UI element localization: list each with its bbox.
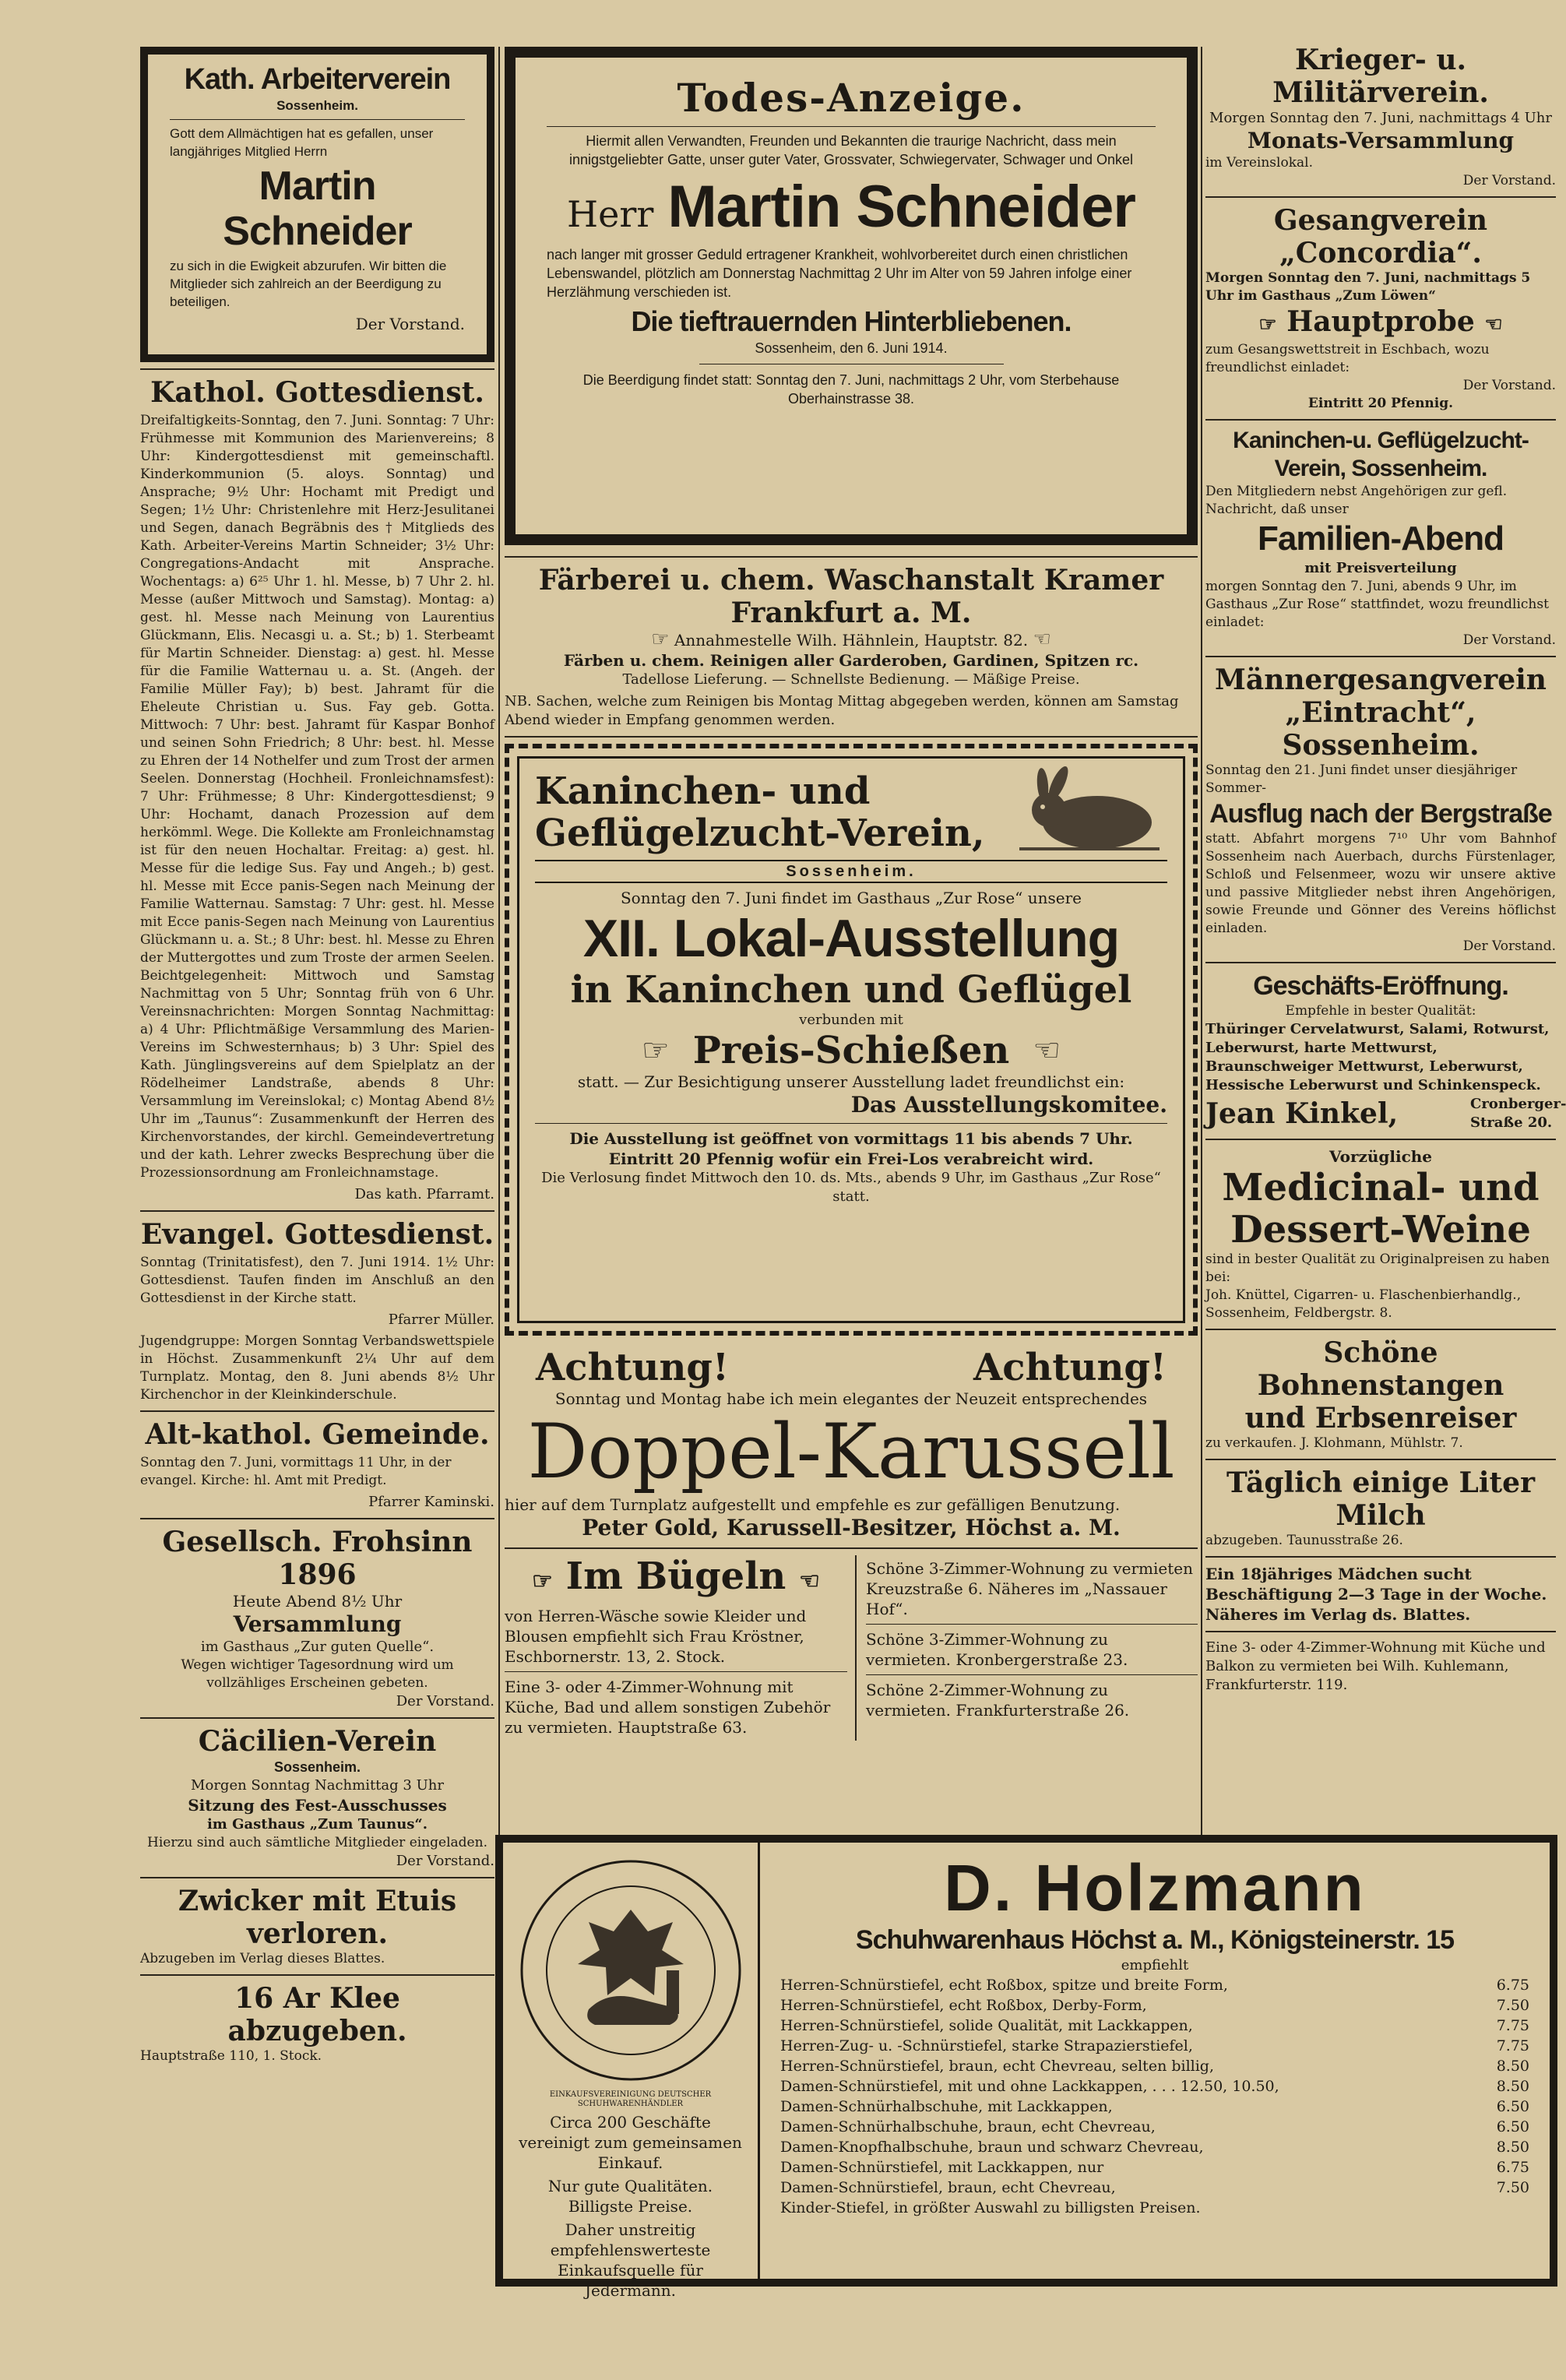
caecilien-note: Hierzu sind auch sämtliche Mitglieder eingeladen. — [147, 1835, 487, 1850]
kaninchen-statt: statt. — Zur Besichtigung unserer Ausstellung ladet freundlichst ein: — [577, 1072, 1125, 1091]
buegeln-title: Im Bügeln — [565, 1554, 787, 1598]
klee-line: Hauptstraße 110, 1. Stock. — [140, 2048, 322, 2064]
holzmann-left — [503, 1843, 760, 2300]
faerberei-line4: NB. Sachen, welche zum Reinigen bis Montag Mittag abgegeben werden, können am Samstag Abend wieder in Empfang genommen werden. — [505, 693, 1179, 728]
evang-signature: Pfarrer Müller. — [388, 1311, 494, 1328]
faerberei-line1: Annahmestelle Wilh. Hähnlein, Hauptstr. 82. — [674, 631, 1029, 650]
price-row — [780, 2178, 1529, 2198]
price-item-text: Herren-Schnürstiefel, echt Roßbox, Derby-Form, — [780, 1997, 1147, 2014]
hand-pointing-right-icon: ☞ — [641, 1033, 670, 1069]
frohsinn-note: Wegen wichtiger Tagesordnung wird um vollzähliges Erscheinen gebeten. — [181, 1657, 454, 1691]
concordia-title: Gesangverein „Concordia“. — [1273, 204, 1488, 269]
achtung-2: Achtung! — [973, 1346, 1167, 1389]
frohsinn-signature: Der Vorstand. — [396, 1693, 494, 1709]
todes-anzeige — [505, 47, 1198, 545]
todes-herr: Herr — [567, 193, 654, 235]
concordia-eintritt: Eintritt 20 Pfennig. — [1307, 396, 1454, 411]
price-row — [780, 2076, 1529, 2097]
hand-pointing-right-icon: ☞ — [1258, 313, 1277, 336]
todes-title: Todes-Anzeige. — [677, 75, 1026, 121]
faerberei-line3: Tadellose Lieferung. — Schnellste Bedienung. — Mäßige Preise. — [622, 671, 1080, 688]
geschaeft-title: Geschäfts-Eröffnung. — [1253, 971, 1508, 1001]
pfarramt-signature: Das kath. Pfarramt. — [354, 1186, 494, 1202]
price-item-value: 8.50 — [1496, 2078, 1529, 2095]
notice-title: Kath. Arbeiterverein — [184, 63, 451, 96]
eintracht-ausflug: Ausflug nach der Bergstraße — [1209, 799, 1552, 829]
price-item-text: Damen-Schnürstiefel, braun, echt Chevreau, — [780, 2179, 1116, 2196]
kaninchen-verlosung: Die Verlosung findet Mittwoch den 10. ds. Mts., abends 9 Uhr, im Gasthaus „Zur Rose“ statt. — [541, 1170, 1161, 1205]
price-list — [780, 1975, 1529, 2218]
weine-text: sind in bester Qualität zu Originalpreisen zu haben bei: — [1205, 1252, 1550, 1285]
kath-gottesdienst-body: Dreifaltigkeits-Sonntag, den 7. Juni. Sonntag: 7 Uhr: Frühmesse mit Kommunion des Marienvereins; 8 Uhr: Kindergottesdienst mit gemeinschaftl. Kinderkommunion (5. aloys. Sonntag) und Ansprache; 9½ Uhr: Hochamt mit Predigt und Segen; 1½ Uhr: Christenlehre mit Herz-Jesulitanei und Segen, danach Begräbnis des † Mitglieds des Kath. Arbeiter-Vereins Martin Schneider; 3½ Uhr: Congregations-Andacht mit Ansprache. Wochentags: a) 6²⁵ Uhr 1. hl. Messe, b) 7 Uhr 2. hl. Messe (außer Mittwoch und Samstag). Montag: a) gest. hl. Messe nach Meinung von Laurentius Glückmann, Elis. Necasgi u. a. St.; b) 1. Sterbeamt für Martin Schneider. Dienstag: a) gest. hl. Messe für die Familie Watternau u. a. St. (Angeh. der Familie Müller Fay); b) best. Jahramt für die Eheleute Christian u. Sus. Fay geb. Gotta. Mittwoch: 7 Uhr: best. Jahramt für Kaspar Bonhof und seinen Sohn Friedrich; 8 Uhr: best. hl. Messe zu Ehren der 14 Nothelfer und zum Trost der armen Seelen. Donnerstag (Hochheil. Fronleichnamsfest): 7 Uhr: Frühmesse; 8 Uhr: Kindergottesdienst; 9 Uhr: Hochamt, danach Prozession auf dem herkömml. Wege. Die Kollekte am Fronleichnamstag ist für den neuen Hochaltar. Freitag: a) gest. hl. Messe für die ledige Sus. Fay und Angeh.; b) gest. hl. Messe mit Ecce panis-Segen nach Meinung der Familie Watternau. Samstag: 7 Uhr: gest. hl. Messe mit Ecce panis-Segen nach Meinung von Laurentius Glückmann u. a. St.; 8 Uhr: best. hl. Messe zu Ehren der Muttergottes und zum Troste der armen Seelen. Beichtgelegenheit: Mittwoch und Samstag Nachmittag von 5 Uhr; Sonntag früh von 6 Uhr. Vereinsnachrichten: Morgen Sonntag Nachmittag: a) 4 Uhr: Pflichtmäßige Versammlung des Marien-Vereins im Schwesternhaus; b) 3 Uhr: Spiel des Kath. Jünglingsvereins auf dem Spielplatz an der Rödelheimer Landstraße, abends 8 Uhr: Versammlung im Vereinslokal; c) Montag Abend 8½ Uhr im „Taunus“: Zusammenkunft der Herren des Kirchenvorstandes, der kirchl. Gemeindevertretung und der kath. Lehrer zwecks Besprechung über die Prozessionsordnung am Fronleichnamstage. — [140, 413, 494, 1181]
geschaeft-text: Empfehle in bester Qualität: — [1285, 1003, 1476, 1019]
price-item-text: Damen-Schnürhalbschuhe, braun, echt Chevreau, — [780, 2118, 1156, 2135]
kaninchen2-signature: Der Vorstand. — [1462, 632, 1556, 648]
holzmann-ad — [495, 1835, 1557, 2300]
klee-title: 16 Ar Klee abzugeben. — [227, 1982, 407, 2047]
price-item-text: Herren-Schnürstiefel, solide Qualität, mit Lackkappen, — [780, 2017, 1193, 2034]
weine-medicinal: Medicinal- und — [1222, 1166, 1540, 1209]
small-ads-right — [857, 1555, 1198, 1741]
hand-pointing-right-icon: ☞ — [532, 1568, 553, 1595]
faerberei-line2: Färben u. chem. Reinigen aller Garderoben, Gardinen, Spitzen rc. — [563, 651, 1139, 670]
kath-gottesdienst-title: Kathol. Gottesdienst. — [150, 376, 484, 409]
price-row — [780, 2056, 1529, 2076]
krieger-signature: Der Vorstand. — [1462, 173, 1556, 188]
price-item-text: Kinder-Stiefel, in größter Auswahl zu billigsten Preisen. — [780, 2199, 1201, 2216]
krieger-versammlung: Monats-Versammlung — [1247, 128, 1515, 153]
concordia-hauptprobe-row — [1205, 305, 1556, 341]
bohnen-title-1: Schöne Bohnenstangen — [1257, 1336, 1504, 1402]
concordia-signature: Der Vorstand. — [1462, 378, 1556, 393]
deceased-name: Martin Schneider — [223, 164, 412, 254]
holzmann-subtitle: Schuhwarenhaus Höchst a. M., Königsteinerstr. 15 — [855, 1925, 1455, 1955]
price-item-value: 6.75 — [1496, 2159, 1529, 2176]
wohnung-ad-4: Schöne 2-Zimmer-Wohnung zu vermieten. Frankfurterstraße 26. — [866, 1681, 1130, 1720]
kaninchen-open: Die Ausstellung ist geöffnet von vormittags 11 bis abends 7 Uhr. — [569, 1129, 1133, 1148]
column-left — [140, 47, 494, 2065]
price-item-value: 6.50 — [1496, 2098, 1529, 2115]
wohnung-ad-2: Schöne 3-Zimmer-Wohnung zu vermieten Kreuzstraße 6. Näheres im „Nassauer Hof“. — [866, 1559, 1194, 1618]
buegeln-text: von Herren-Wäsche sowie Kleider und Blousen empfiehlt sich Frau Kröstner, Eschbornerstr. 13, 2. Stock. — [505, 1607, 807, 1666]
price-item-value: 8.50 — [1496, 2058, 1529, 2075]
altkath-signature: Pfarrer Kaminski. — [368, 1494, 494, 1510]
evang-body: Sonntag (Trinitatisfest), den 7. Juni 1914. 1½ Uhr: Gottesdienst. Taufen finden im Anschluß an den Gottesdienst in der Kirche statt. — [140, 1255, 494, 1306]
eintracht-title-2: „Eintracht“, Sossenheim. — [1282, 696, 1480, 762]
altkath-title: Alt-kathol. Gemeinde. — [145, 1418, 490, 1451]
todes-signature: Die tieftrauernden Hinterbliebenen. — [631, 305, 1072, 337]
kaninchen2-title: Kaninchen-u. Geflügelzucht-Verein, Sossenheim. — [1233, 428, 1529, 481]
price-item-text: Herren-Schnürstiefel, braun, echt Chevreau, selten billig, — [780, 2058, 1215, 2075]
price-item-text: Damen-Schnürstiefel, mit und ohne Lackkappen, . . . 12.50, 10.50, — [780, 2078, 1279, 2095]
notice-place: Sossenheim. — [276, 98, 358, 113]
caecilien-title: Cäcilien-Verein — [198, 1725, 437, 1758]
price-item-value: 7.75 — [1496, 2037, 1529, 2054]
bohnen-title-2: und Erbsenreiser — [1244, 1402, 1517, 1435]
price-item-value: 7.50 — [1496, 2179, 1529, 2196]
caecilien-time: Morgen Sonntag Nachmittag 3 Uhr — [191, 1777, 444, 1794]
kaninchen-place: Sossenheim. — [535, 860, 1167, 883]
karussell-signature: Peter Gold, Karussell-Besitzer, Höchst a. M. — [582, 1515, 1121, 1540]
weine-dealer: Joh. Knüttel, Cigarren- u. Flaschenbierhandlg., Sossenheim, Feldbergstr. 8. — [1205, 1287, 1522, 1321]
frohsinn-place: im Gasthaus „Zur guten Quelle“. — [200, 1639, 435, 1655]
geschaeft-products: Thüringer Cervelatwurst, Salami, Rotwurst, Leberwurst, harte Mettwurst, Braunschweiger Mettwurst, Leberwurst, Hessische Leberwurst und Schinkenspeck. — [1205, 1021, 1550, 1093]
kaninchen-ad — [505, 744, 1198, 1336]
wohnung-ad-1: Eine 3- oder 4-Zimmer-Wohnung mit Küche, Bad und allem sonstigen Zubehör zu vermieten. Hauptstraße 63. — [505, 1678, 831, 1737]
evang-body-2: Jugendgruppe: Morgen Sonntag Verbandswettspiele in Höchst. Zusammenkunft 2¼ Uhr auf dem Turnplatz. Montag, den 8. Juni abends 8½ Uhr Kirchenchor in der Kleinkinderschule. — [140, 1333, 494, 1403]
karussell-title: Doppel-Karussell — [527, 1408, 1175, 1495]
milch-line: abzugeben. Taunusstraße 26. — [1205, 1533, 1403, 1548]
seal-eagle-shoe-icon — [514, 1854, 748, 2087]
wohnung-ad-3: Schöne 3-Zimmer-Wohnung zu vermieten. Kronbergerstraße 23. — [866, 1630, 1128, 1669]
kaninchen-title-1: Kaninchen- und — [535, 769, 871, 813]
todes-text: Hiermit allen Verwandten, Freunden und Bekannten die traurige Nachricht, dass mein innigstgeliebter Gatte, unser guter Vater, Grossvater, Schwiegervater, Schwager und Onkel — [568, 133, 1134, 167]
caecilien-place: Sossenheim. — [273, 1759, 361, 1775]
kaninchen-preisschiessen: Preis-Schießen — [692, 1029, 1010, 1072]
evang-title: Evangel. Gottesdienst. — [140, 1218, 494, 1251]
holzmann-title: D. Holzmann — [944, 1851, 1366, 1924]
eintracht-text: Sonntag den 21. Juni findet unser diesjähriger Sommer- — [1205, 762, 1518, 796]
frohsinn-time: Heute Abend 8½ Uhr — [232, 1592, 403, 1611]
hand-pointing-left-icon: ☜ — [1033, 1033, 1061, 1069]
small-ads-left — [505, 1555, 857, 1741]
price-item-text: Damen-Schnürstiefel, mit Lackkappen, nur — [780, 2159, 1104, 2176]
faerberei-title: Färberei u. chem. Waschanstalt Kramer Frankfurt a. M. — [538, 564, 1164, 629]
todes-date: Sossenheim, den 6. Juni 1914. — [755, 340, 948, 356]
rabbit-icon — [1012, 769, 1167, 855]
price-row — [780, 1995, 1529, 2016]
price-item-value: 7.50 — [1496, 1997, 1529, 2014]
price-row — [780, 2198, 1529, 2218]
kaninchen2-text: Den Mitgliedern nebst Angehörigen zur gefl. Nachricht, daß unser — [1205, 484, 1508, 517]
weine-vorzuegliche: Vorzügliche — [1328, 1147, 1433, 1166]
frohsinn-versammlung: Versammlung — [233, 1611, 402, 1637]
price-item-text: Herren-Zug- u. -Schnürstiefel, starke Strapazierstiefel, — [780, 2037, 1193, 2054]
concordia-time: Morgen Sonntag den 7. Juni, nachmittags 5 Uhr im Gasthaus „Zum Löwen“ — [1205, 270, 1531, 304]
notice-signature: Der Vorstand. — [355, 315, 465, 333]
kaninchen-komitee: Das Ausstellungskomitee. — [850, 1092, 1167, 1118]
kaninchen-subtitle: in Kaninchen und Geflügel — [570, 968, 1132, 1012]
holzmann-left-text-2: Nur gute Qualitäten. Billigste Preise. — [547, 2177, 713, 2216]
geschaeft-address: Cronberger-Straße 20. — [1470, 1096, 1566, 1131]
col3-wohnung-ad: Eine 3- oder 4-Zimmer-Wohnung mit Küche und Balkon zu vermieten bei Wilh. Kuhlemann, Frankfurterstr. 119. — [1205, 1639, 1546, 1693]
holzmann-left-text-3: Daher unstreitig empfehlenswerteste Einkaufsquelle für Jedermann. — [550, 2220, 711, 2300]
kaninchen2-time: morgen Sonntag den 7. Juni, abends 9 Uhr, im Gasthaus „Zur Rose“ stattfindet, wozu freundlichst einladet: — [1205, 579, 1549, 630]
eintracht-text-2: statt. Abfahrt morgens 7¹⁰ Uhr vom Bahnhof Sossenheim nach Auerbach, durchs Fürstenlager, Schloß und Felsenmeer, wozu wir unsere aktive und passive Mitglieder nebst ihren Angehörigen, sowie Freunde und Gönner des Vereins höflichst einladen. — [1205, 831, 1556, 936]
buegeln-title-row — [505, 1555, 847, 1603]
eintracht-signature: Der Vorstand. — [1462, 938, 1556, 954]
price-item-value: 8.50 — [1496, 2139, 1529, 2156]
price-item-text: Damen-Schnürhalbschuhe, mit Lackkappen, — [780, 2098, 1113, 2115]
achtung-1: Achtung! — [536, 1346, 729, 1389]
karussell-line2: hier auf dem Turnplatz aufgestellt und empfehle es zur gefälligen Benutzung. — [505, 1495, 1121, 1514]
price-row — [780, 2137, 1529, 2157]
todes-name: Martin Schneider — [667, 174, 1135, 240]
faerberei-line1-row — [505, 629, 1198, 650]
holzmann-empfiehlt: empfiehlt — [1121, 1957, 1189, 1973]
geschaeft-name: Jean Kinkel, — [1205, 1097, 1399, 1130]
maedchen-ad: Ein 18jähriges Mädchen sucht Beschäftigung 2—3 Tage in der Woche. Näheres im Verlag ds. Blattes. — [1205, 1565, 1547, 1624]
karussell-line1: Sonntag und Montag habe ich mein elegantes der Neuzeit entsprechendes — [554, 1389, 1148, 1408]
kaninchen-intro: Sonntag den 7. Juni findet im Gasthaus „Zur Rose“ unsere — [620, 889, 1082, 907]
price-item-value: 6.75 — [1496, 1977, 1529, 1994]
hand-pointing-left-icon: ☜ — [799, 1568, 820, 1595]
price-row — [780, 2036, 1529, 2056]
price-item-text: Damen-Knopfhalbschuhe, braun und schwarz Chevreau, — [780, 2139, 1204, 2156]
caecilien-gasthaus: im Gasthaus „Zum Taunus“. — [206, 1816, 428, 1833]
krieger-time: Morgen Sonntag den 7. Juni, nachmittags 4 Uhr — [1209, 110, 1552, 126]
column-rule-2 — [1201, 47, 1202, 1838]
notice-text: Gott dem Allmächtigen hat es gefallen, unser langjähriges Mitglied Herrn — [170, 126, 434, 159]
price-item-value: 7.75 — [1496, 2017, 1529, 2034]
zwicker-line: Abzugeben im Verlag dieses Blattes. — [140, 1951, 385, 1966]
frohsinn-title: Gesellsch. Frohsinn 1896 — [162, 1526, 473, 1591]
price-item-text: Herren-Schnürstiefel, echt Roßbox, spitze und breite Form, — [780, 1977, 1228, 1994]
price-item-value — [1475, 2198, 1529, 2218]
weine-dessert: Dessert-Weine — [1230, 1208, 1531, 1252]
hand-pointing-left-icon: ☜ — [1484, 313, 1503, 336]
arbeiterverein-notice — [140, 47, 494, 362]
zwicker-title: Zwicker mit Etuis verloren. — [178, 1885, 457, 1950]
price-row — [780, 2097, 1529, 2117]
column-right — [1205, 44, 1566, 1695]
notice-text-2: zu sich in die Ewigkeit abzurufen. Wir bitten die Mitglieder sich zahlreich an der Beerdigung zu beteiligen. — [170, 259, 447, 309]
concordia-hauptprobe: Hauptprobe — [1286, 305, 1475, 338]
caecilien-signature: Der Vorstand. — [396, 1853, 494, 1869]
todes-text-2: nach langer mit grosser Geduld ertragener Krankheit, wohlvorbereitet durch einen christlichen Lebenswandel, plötzlich am Donnerstag Nachmittag 2 Uhr im Alter von 59 Jahren infolge einer Herzlähmung verschieden ist. — [547, 247, 1132, 300]
kaninchen-ausstellung: XII. Lokal-Ausstellung — [582, 909, 1120, 968]
price-row — [780, 2016, 1529, 2036]
krieger-place: im Vereinslokal. — [1205, 155, 1313, 171]
eintracht-title-1: Männergesangverein — [1215, 664, 1547, 696]
kaninchen2-preisverteilung: mit Preisverteilung — [1304, 560, 1457, 576]
hand-pointing-right-icon: ☞ — [651, 628, 670, 651]
kaninchen-title-2: Geflügelzucht-Verein, — [535, 812, 985, 855]
column-rule-1 — [498, 47, 500, 1838]
price-row — [780, 2117, 1529, 2137]
seal-text: EINKAUFSVEREINIGUNG DEUTSCHER SCHUHWARENHÄNDLER — [549, 2090, 712, 2108]
hand-pointing-left-icon: ☜ — [1033, 628, 1051, 651]
column-middle — [505, 47, 1198, 1741]
caecilien-sitzung: Sitzung des Fest-Ausschusses — [188, 1796, 447, 1815]
krieger-title: Krieger- u. Militärverein. — [1272, 44, 1489, 109]
holzmann-left-text-1: Circa 200 Geschäfte vereinigt zum gemeinsamen Einkauf. — [519, 2113, 742, 2172]
bohnen-line: zu verkaufen. J. Klohmann, Mühlstr. 7. — [1205, 1435, 1463, 1451]
todes-burial: Die Beerdigung findet statt: Sonntag den 7. Juni, nachmittags 2 Uhr, vom Sterbehause Oberhainstrasse 38. — [582, 372, 1120, 407]
altkath-body: Sonntag den 7. Juni, vormittags 11 Uhr, in der evangel. Kirche: hl. Amt mit Predigt. — [140, 1455, 452, 1488]
price-row — [780, 1975, 1529, 1995]
concordia-text: zum Gesangswettstreit in Eschbach, wozu freundlichst einladet: — [1205, 342, 1490, 375]
price-item-value: 6.50 — [1496, 2118, 1529, 2135]
price-row — [780, 2157, 1529, 2178]
holzmann-right — [760, 1843, 1550, 2279]
kaninchen-verbunden: verbunden mit — [799, 1012, 903, 1028]
milch-title: Täglich einige Liter Milch — [1226, 1466, 1536, 1532]
kaninchen-eintritt: Eintritt 20 Pfennig wofür ein Frei-Los verabreicht wird. — [608, 1150, 1094, 1168]
familien-abend: Familien-Abend — [1257, 519, 1504, 558]
